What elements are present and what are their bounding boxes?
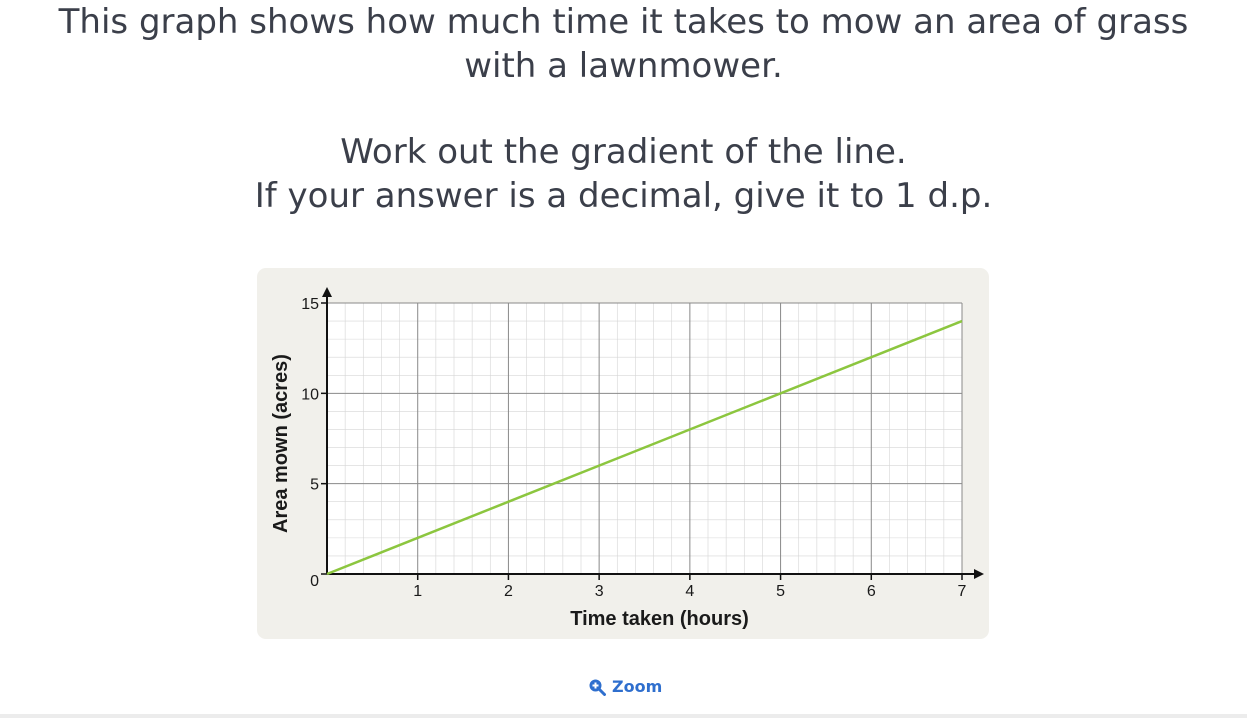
x-tick-label: 3 (594, 583, 604, 600)
y-tick-label: 5 (310, 476, 319, 494)
y-tick-label: 0 (310, 573, 319, 590)
chart (257, 268, 989, 639)
y-tick-label: 15 (301, 296, 319, 313)
instruction-line-1: Work out the gradient of the line. (340, 132, 907, 172)
x-tick-label: 4 (685, 583, 695, 600)
question-text: This graph shows how much time it takes to mow an area of grass with a lawnmower. (58, 2, 1189, 86)
y-tick-label: 10 (301, 386, 319, 404)
x-tick-label: 5 (776, 583, 786, 600)
y-axis-title: Area mown (acres) (270, 354, 292, 533)
chart-card (257, 268, 989, 639)
plot-background (327, 303, 962, 574)
x-axis-title: Time taken (hours) (570, 608, 749, 630)
divider (0, 714, 1247, 718)
zoom-label: Zoom (612, 677, 663, 696)
x-tick-label: 7 (957, 583, 967, 600)
x-tick-label: 1 (413, 583, 423, 600)
x-tick-label: 2 (503, 583, 513, 600)
x-axis-arrow (974, 569, 984, 579)
y-axis-arrow (322, 287, 332, 297)
x-tick-label: 6 (866, 583, 876, 600)
zoom-button[interactable] (588, 677, 662, 696)
zoom-in-icon (588, 678, 606, 696)
instructions (20, 130, 1227, 218)
instruction-line-2: If your answer is a decimal, give it to 1 d.p. (254, 176, 993, 216)
